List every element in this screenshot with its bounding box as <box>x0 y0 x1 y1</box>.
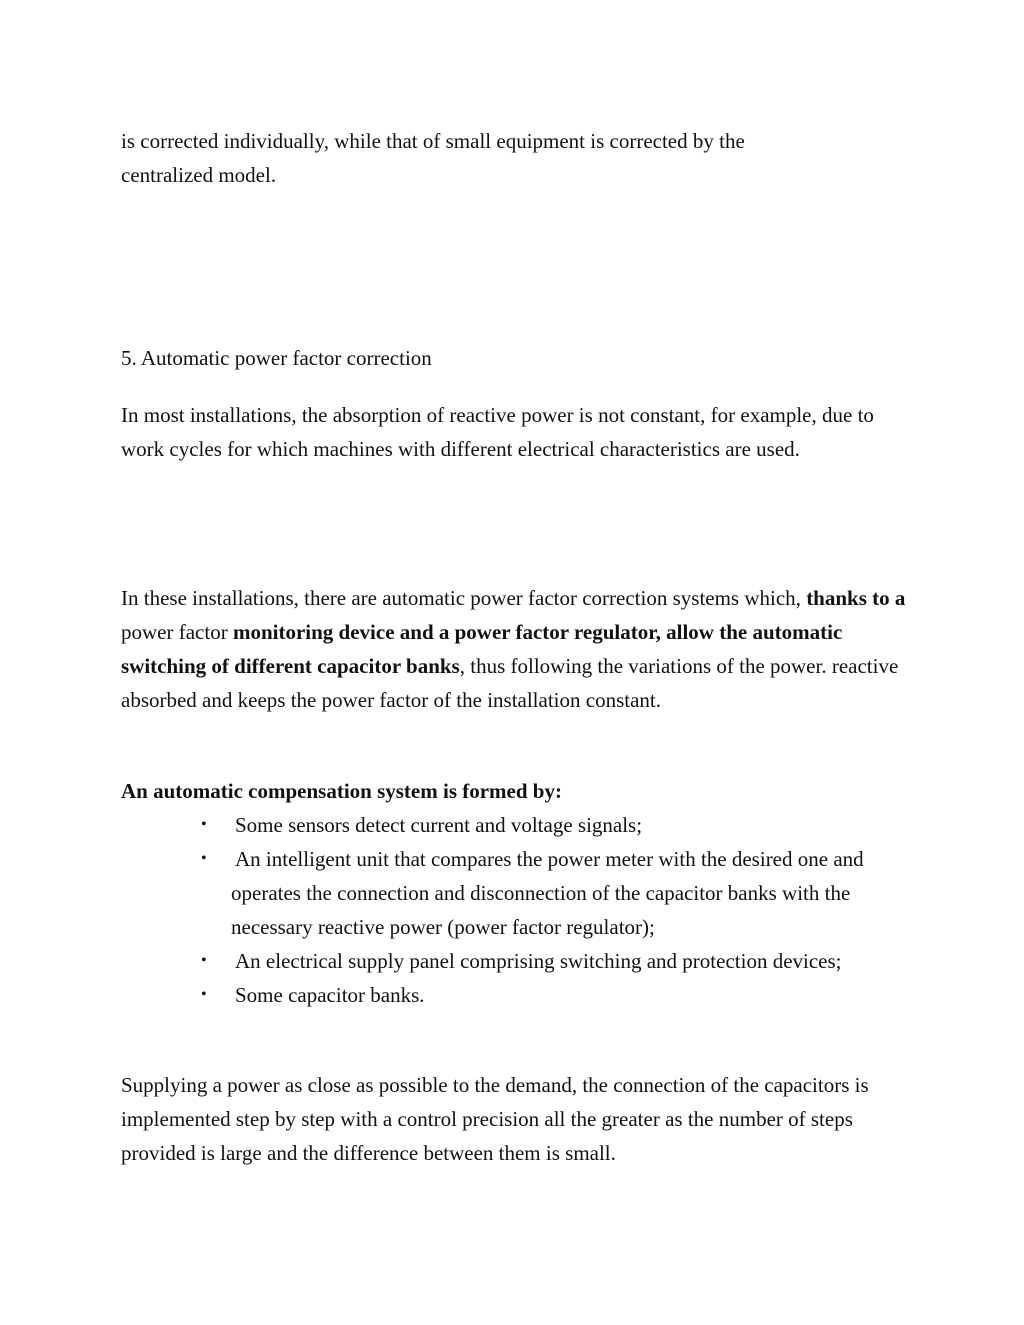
bullet-icon: • <box>201 850 207 867</box>
system-title <box>121 774 921 808</box>
list-item-text: Some sensors detect current and voltage signals; <box>235 813 643 837</box>
installations-paragraph <box>121 581 921 717</box>
list-item <box>121 944 906 978</box>
supplying-paragraph: Supplying a power as close as possible to the demand, the connection of the capacitors is implemented step by step with a control precision all the greater as the number of steps provided is large and the difference between them is small. <box>121 1073 869 1165</box>
bullet-icon: • <box>201 986 207 1003</box>
bullet-icon: • <box>201 952 207 969</box>
system-title-text: An automatic compensation system is formed by: <box>121 779 562 803</box>
bullet-icon: • <box>201 816 207 833</box>
installations-bold-2: monitoring device and a power factor regulator, allow the automatic switching of different capacitor banks <box>121 620 843 678</box>
intro-paragraph: is corrected individually, while that of small equipment is corrected by the centralized model. <box>121 129 745 187</box>
installations-text-1: In these installations, there are automatic power factor correction systems which, <box>121 586 807 610</box>
list-item <box>121 842 906 944</box>
absorption-paragraph: In most installations, the absorption of reactive power is not constant, for example, due to work cycles for which machines with different electrical characteristics are used. <box>121 403 874 461</box>
list-item-text: An electrical supply panel comprising switching and protection devices; <box>235 949 842 973</box>
installations-text-2: power factor <box>121 620 233 644</box>
list-item-text: Some capacitor banks. <box>235 983 425 1007</box>
list-item <box>121 808 906 842</box>
section-heading: 5. Automatic power factor correction <box>121 346 432 370</box>
system-components-list <box>121 808 921 1012</box>
installations-text-3: , thus following the variations of the power. reactive absorbed and keeps the power factor of the installation constant. <box>121 654 899 712</box>
list-item <box>121 978 906 1012</box>
installations-bold-1: thanks to a <box>806 586 906 610</box>
list-item-text: An intelligent unit that compares the power meter with the desired one and operates the connection and disconnection of the capacitor banks with the necessary reactive power (power factor regulator); <box>231 847 864 939</box>
